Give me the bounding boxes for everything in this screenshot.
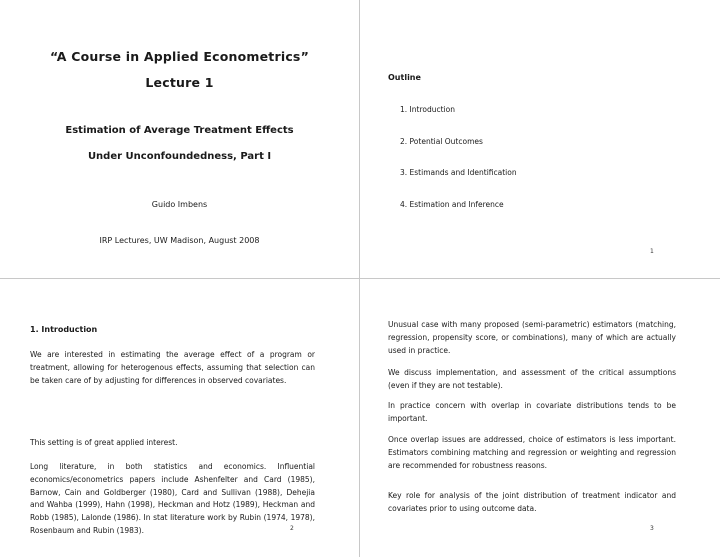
outline-item: 3. Estimands and Identification xyxy=(400,168,517,177)
title-slide xyxy=(0,0,359,278)
paragraph: Long literature, in both statistics and economics. Influential economics/econometrics papers include Ashenfelter and Card (1985), Barnow, Cain and Goldberger (1980), Card and Sullivan (1988), Dehejia and Wahba (1999), Hahn (1998), Heckman and Hotz (1989), Heckman and Robb (1985), Lalonde (1986). In stat literature work by Rubin (1974, 1978), Rosenbaum and Rubin (1983). xyxy=(30,462,315,535)
outline-item: 4. Estimation and Inference xyxy=(400,200,504,209)
outline-item: 2. Potential Outcomes xyxy=(400,137,483,146)
paragraph: We discuss implementation, and assessment of the critical assumptions (even if they are not testable). xyxy=(388,368,676,390)
paragraph: Key role for analysis of the joint distribution of treatment indicator and covariates prior to using outcome data. xyxy=(388,491,676,513)
paragraph: In practice concern with overlap in covariate distributions tends to be important. xyxy=(388,401,676,423)
paragraph: This setting is of great applied interest. xyxy=(30,438,178,447)
page-number: 2 xyxy=(290,525,294,532)
venue-line: IRP Lectures, UW Madison, August 2008 xyxy=(99,236,260,245)
outline-item: 1. Introduction xyxy=(400,105,455,114)
course-title: “A Course in Applied Econometrics” xyxy=(50,49,309,64)
page-number: 3 xyxy=(650,525,654,532)
section-heading: 1. Introduction xyxy=(30,325,98,334)
author-name: Guido Imbens xyxy=(151,200,208,209)
page-number: 1 xyxy=(650,248,654,255)
subtitle-line-1: Estimation of Average Treatment Effects xyxy=(65,125,294,136)
subtitle-line-2: Under Unconfoundedness, Part I xyxy=(87,151,272,162)
paragraph: We are interested in estimating the average effect of a program or treatment, allowing for heterogenous effects, assuming that selection can be taken care of by adjusting for differences in observed covariates. xyxy=(30,350,315,385)
paragraph: Unusual case with many proposed (semi-parametric) estimators (matching, regression, propensity score, or combinations), many of which are actually used in practice. xyxy=(388,320,676,355)
outline-heading: Outline xyxy=(388,73,421,82)
paragraph: Once overlap issues are addressed, choice of estimators is less important. Estimators combining matching and regression or weighting and regression are recommended for robustness reasons. xyxy=(388,435,676,470)
outline-slide xyxy=(360,0,719,278)
discussion-slide xyxy=(360,279,719,557)
lecture-title: Lecture 1 xyxy=(145,75,214,90)
introduction-slide xyxy=(0,279,359,557)
